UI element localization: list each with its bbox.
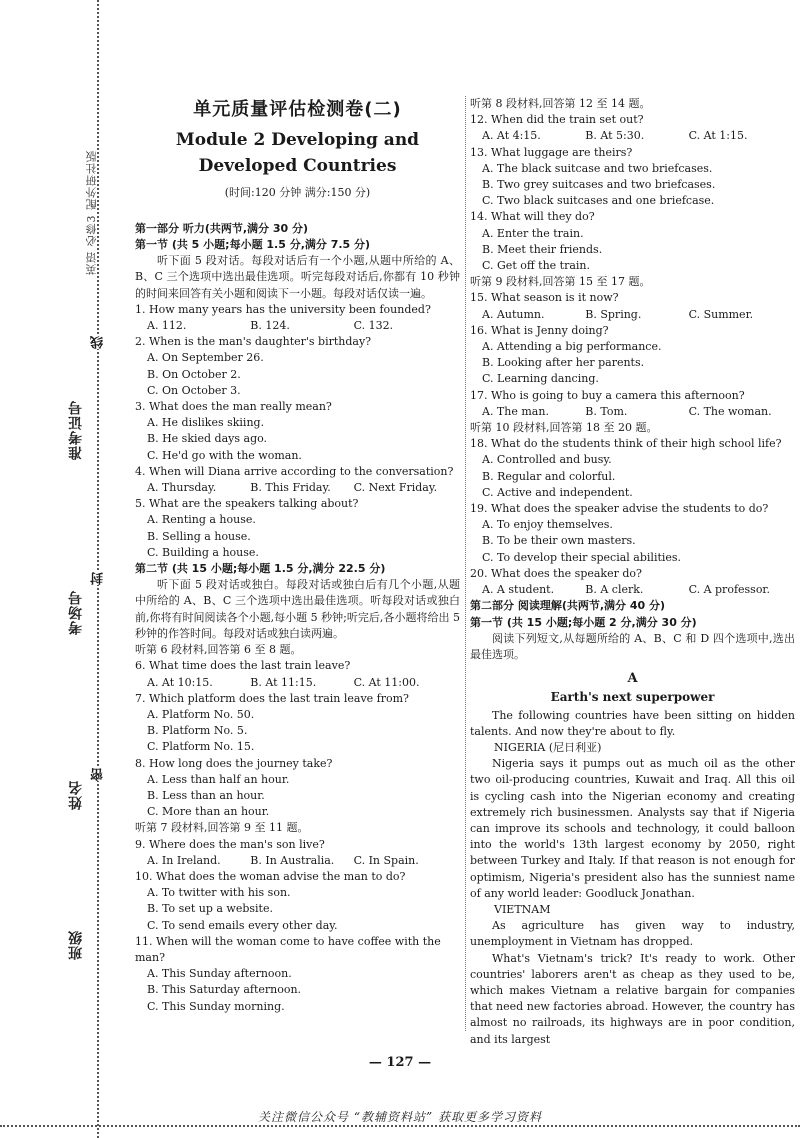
question-6: 6. What time does the last train leave? [135, 659, 351, 673]
material-8-note: 听第 8 段材料,回答第 12 至 14 题。 [470, 97, 651, 110]
article-intro: The following countries have been sitting on hidden talents. And now they're about to fly. [470, 708, 795, 738]
question-19-option-b: B. To be their own masters. [482, 534, 636, 548]
question-6-options [147, 675, 460, 691]
question-1: 1. How many years has the university been founded? [135, 302, 431, 316]
question-8-option-b: B. Less than an hour. [147, 788, 265, 802]
question-6-option-c: C. At 11:00. [353, 675, 420, 689]
question-5-option-b: B. Selling a house. [147, 529, 251, 543]
question-2-option-c: C. On October 3. [147, 383, 241, 397]
part1-heading: 第一部分 听力(共两节,满分 30 分) [135, 221, 309, 235]
part1-sec1-instructions: 听下面 5 段对话。每段对话后有一个小题,从题中所给的 A、B、C 三个选项中选出最佳选项。听完每段对话后,你都有 10 秒钟的时间来回答有关小题和阅读下一小题。每段对话仅读一遍。 [135, 254, 460, 300]
question-9-option-b: B. In Australia. [250, 853, 335, 867]
question-18: 18. What do the students think of their high school life? [470, 437, 782, 451]
part1-sec2-instructions: 听下面 5 段对话或独白。每段对话或独白后有几个小题,从题中所给的 A、B、C 三个选项中选出最佳选项。听每段对话或独白前,你将有时间阅读各个小题,每小题 5 秒钟;听完后,各小题将给出 5 秒钟的作答时间。每段对话或独白读两遍。 [135, 578, 460, 640]
questions-12-14 [470, 112, 795, 274]
question-2: 2. When is the man's daughter's birthday? [135, 335, 372, 349]
question-2-option-a: A. On September 26. [147, 351, 264, 365]
question-11-option-c: C. This Sunday morning. [147, 999, 285, 1013]
question-15-option-a: A. Autumn. [482, 307, 545, 321]
question-7-option-a: A. Platform No. 50. [147, 707, 255, 721]
question-5-option-a: A. Renting a house. [147, 513, 256, 527]
question-8-option-a: A. Less than half an hour. [147, 772, 290, 786]
question-3-option-c: C. He'd go with the woman. [147, 448, 302, 462]
question-13: 13. What luggage are theirs? [470, 145, 633, 159]
question-19-option-a: A. To enjoy themselves. [482, 518, 613, 532]
question-9-option-c: C. In Spain. [353, 853, 419, 867]
question-14-option-b: B. Meet their friends. [482, 242, 603, 256]
question-17-option-c: C. The woman. [688, 404, 772, 418]
question-1-option-a: A. 112. [147, 319, 187, 333]
question-4-option-a: A. Thursday. [147, 481, 217, 495]
question-10: 10. What does the woman advise the man to do? [135, 869, 406, 883]
questions-18-20 [470, 436, 795, 598]
question-7-option-b: B. Platform No. 5. [147, 724, 248, 738]
questions-1-5 [135, 302, 460, 561]
question-1-options [147, 318, 460, 334]
publisher-label: 英语 必修3 配外研社版 [85, 150, 98, 275]
article-title: Earth's next superpower [550, 690, 715, 705]
question-6-option-a: A. At 10:15. [147, 675, 213, 689]
question-10-option-c: C. To send emails every other day. [147, 918, 338, 932]
question-4-option-b: B. This Friday. [250, 481, 331, 495]
question-9: 9. Where does the man's son live? [135, 837, 325, 851]
question-14-option-c: C. Get off the train. [482, 259, 591, 273]
question-5: 5. What are the speakers talking about? [135, 497, 359, 511]
question-15-option-c: C. Summer. [688, 307, 754, 321]
question-6-option-b: B. At 11:15. [250, 675, 317, 689]
id-label: 准考证号 [68, 400, 84, 460]
material-7-note: 听第 7 段材料,回答第 9 至 11 题。 [135, 821, 309, 835]
question-10-option-a: A. To twitter with his son. [147, 886, 291, 900]
question-4-option-c: C. Next Friday. [353, 481, 438, 495]
question-4: 4. When will Diana arrive according to the conversation? [135, 464, 454, 478]
question-19: 19. What does the speaker advise the students to do? [470, 502, 769, 516]
question-9-option-a: A. In Ireland. [147, 853, 221, 867]
page-number: — 127 — [368, 1055, 432, 1070]
paper-title: 单元质量评估检测卷(二) [193, 99, 402, 120]
question-13-option-b: B. Two grey suitcases and two briefcases. [482, 178, 716, 192]
question-15-option-b: B. Spring. [585, 307, 642, 321]
question-16: 16. What is Jenny doing? [470, 323, 609, 337]
room-label: 考场号 [68, 590, 84, 635]
footer-dotted-line [0, 1125, 800, 1127]
name-label: 姓名 [68, 780, 84, 810]
vietnam-heading: VIETNAM [494, 902, 551, 916]
question-12-option-c: C. At 1:15. [688, 129, 748, 143]
nigeria-paragraph: Nigeria says it pumps out as much oil as the other two oil-producing countries, Kuwait and Iraq. All this oil is cycling cash into the Nigerian economy and creating extremely rich businessmen. Analysts say that if Nigeria can improve its schools and technology, it could balloon into the world's 13th largest economy by 2050, right between Turkey and Italy. If that reason is not enough for optimism, Nigeria's president also has the sunniest name of any world leader: Goodluck Jonathan. [470, 757, 795, 900]
question-16-option-b: B. Looking after her parents. [482, 356, 645, 370]
part2-sec1-heading: 第一节 (共 15 小题;每小题 2 分,满分 30 分) [470, 615, 697, 629]
question-7-option-c: C. Platform No. 15. [147, 740, 255, 754]
question-11-option-a: A. This Sunday afternoon. [147, 967, 292, 981]
question-3-option-b: B. He skied days ago. [147, 432, 268, 446]
part2-instructions: 阅读下列短文,从每题所给的 A、B、C 和 D 四个选项中,选出最佳选项。 [470, 631, 795, 661]
question-5-option-c: C. Building a house. [147, 545, 259, 559]
question-11: 11. When will the woman come to have coffee with the man? [135, 934, 441, 964]
module-title: Module 2 Developing and [175, 130, 420, 151]
nigeria-heading: NIGERIA (尼日利亚) [494, 740, 602, 754]
question-9-options [147, 853, 460, 869]
question-3-option-a: A. He dislikes skiing. [147, 416, 265, 430]
question-18-option-b: B. Regular and colorful. [482, 469, 616, 483]
question-20-options [482, 582, 795, 598]
footer-notice: 关注微信公众号 “教辅资料站” 获取更多学习资料 [258, 1110, 542, 1124]
question-12-options [482, 128, 795, 144]
questions-9-11 [135, 837, 460, 1015]
questions-6-8 [135, 658, 460, 820]
part1-sec2-heading: 第二节 (共 15 小题;每小题 1.5 分,满分 22.5 分) [135, 562, 386, 576]
part2-heading: 第二部分 阅读理解(共两节,满分 40 分) [470, 599, 666, 613]
article-letter: A [627, 671, 638, 687]
question-15-options [482, 307, 795, 323]
question-20: 20. What does the speaker do? [470, 566, 642, 580]
question-18-option-c: C. Active and independent. [482, 485, 633, 499]
question-4-options [147, 480, 460, 496]
right-column [470, 96, 795, 1048]
seal-feng-char: 封 [91, 572, 106, 585]
question-12: 12. When did the train set out? [470, 113, 644, 127]
question-17-option-b: B. Tom. [585, 404, 628, 418]
question-14-option-a: A. Enter the train. [482, 226, 584, 240]
question-10-option-b: B. To set up a website. [147, 902, 273, 916]
question-1-option-b: B. 124. [250, 319, 290, 333]
question-19-option-c: C. To develop their special abilities. [482, 550, 682, 564]
question-20-option-c: C. A professor. [688, 583, 770, 597]
question-7: 7. Which platform does the last train leave from? [135, 691, 409, 705]
question-12-option-a: A. At 4:15. [482, 129, 541, 143]
question-11-option-b: B. This Saturday afternoon. [147, 983, 302, 997]
question-17-option-a: A. The man. [482, 404, 549, 418]
vietnam-paragraph-1: As agriculture has given way to industry, unemployment in Vietnam has dropped. [470, 919, 795, 949]
question-16-option-c: C. Learning dancing. [482, 372, 599, 386]
questions-15-17 [470, 290, 795, 420]
question-15: 15. What season is it now? [470, 291, 619, 305]
question-17: 17. Who is going to buy a camera this afternoon? [470, 388, 745, 402]
question-3: 3. What does the man really mean? [135, 400, 332, 414]
question-20-option-a: A. A student. [482, 583, 555, 597]
question-16-option-a: A. Attending a big performance. [482, 340, 662, 354]
vietnam-paragraph-2: What's Vietnam's trick? It's ready to work. Other countries' laborers aren't as cheap as they used to be, which makes Vietnam a relative bargain for companies that need new factories abroad. However, the country has almost no railroads, its highways are in poor condition, and its largest [470, 951, 795, 1046]
question-12-option-b: B. At 5:30. [585, 129, 645, 143]
material-9-note: 听第 9 段材料,回答第 15 至 17 题。 [470, 275, 651, 289]
question-18-option-a: A. Controlled and busy. [482, 453, 612, 467]
question-14: 14. What will they do? [470, 210, 595, 224]
material-6-note: 听第 6 段材料,回答第 6 至 8 题。 [135, 643, 302, 657]
seal-line-char: 线 [91, 336, 106, 349]
module-subtitle: Developed Countries [198, 156, 397, 177]
left-column [135, 96, 460, 1015]
part1-sec1-heading: 第一节 (共 5 小题;每小题 1.5 分,满分 7.5 分) [135, 238, 371, 252]
question-17-options [482, 404, 795, 420]
exam-meta: (时间:120 分钟 满分:150 分) [224, 185, 371, 199]
question-13-option-c: C. Two black suitcases and one briefcase. [482, 194, 715, 208]
seal-mi-char: 密 [91, 768, 106, 781]
material-10-note: 听第 10 段材料,回答第 18 至 20 题。 [470, 421, 658, 435]
question-8-option-c: C. More than an hour. [147, 805, 270, 819]
question-1-option-c: C. 132. [353, 319, 394, 333]
question-2-option-b: B. On October 2. [147, 367, 241, 381]
class-label: 班级 [68, 930, 84, 960]
question-20-option-b: B. A clerk. [585, 583, 644, 597]
question-8: 8. How long does the journey take? [135, 756, 333, 770]
question-13-option-a: A. The black suitcase and two briefcases. [482, 161, 713, 175]
column-divider [465, 96, 466, 1031]
